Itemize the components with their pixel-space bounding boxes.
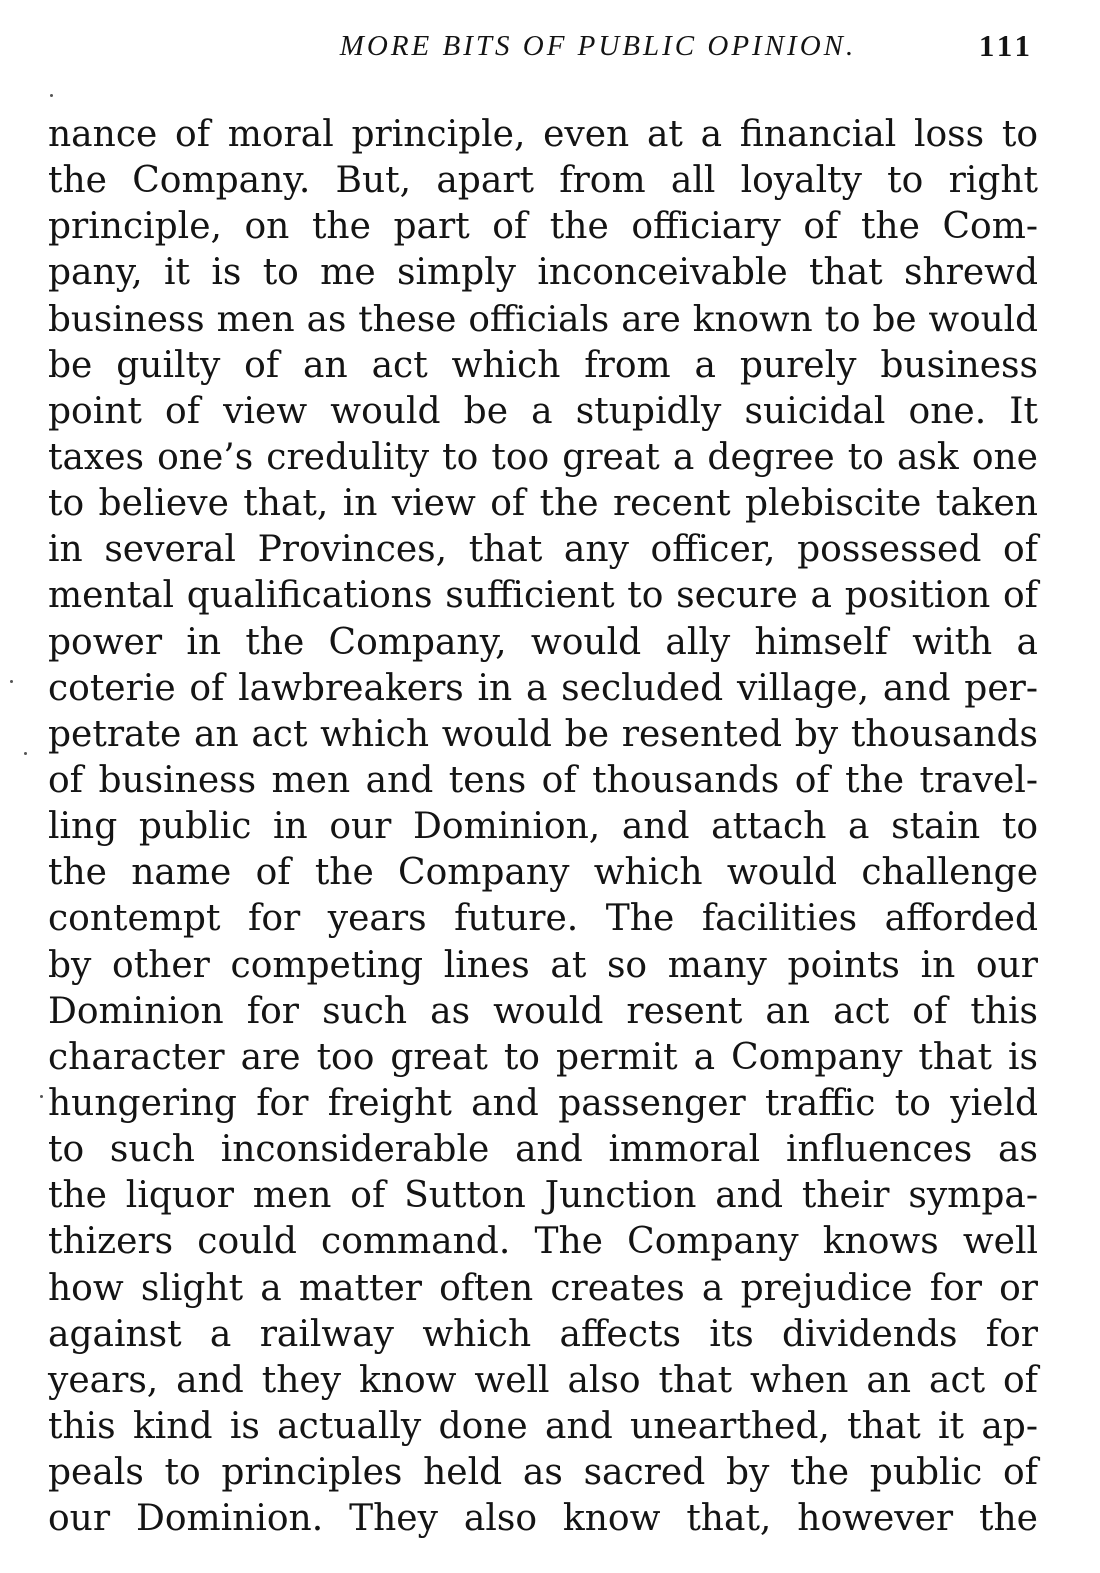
text-line: the liquor men of Sutton Junction and their sympa- bbox=[48, 1175, 1038, 1217]
text-line: be guilty of an act which from a purely business bbox=[48, 344, 1038, 386]
text-line: in several Provinces, that any officer, possessed of bbox=[48, 529, 1038, 571]
text-line: our Dominion. They also know that, however the bbox=[48, 1498, 1038, 1540]
text-line: business men as these officials are known to be would bbox=[48, 298, 1038, 340]
text-line: nance of moral principle, even at a financial loss to bbox=[48, 114, 1038, 155]
text-line: by other competing lines at so many points in our bbox=[48, 944, 1038, 986]
text-line: principle, on the part of the officiary of the Com- bbox=[48, 206, 1038, 248]
text-line: taxes one’s credulity to too great a degree to ask one bbox=[48, 436, 1038, 478]
text-line: pany, it is to me simply inconceivable that shrewd bbox=[48, 252, 1038, 294]
body-text bbox=[48, 112, 1038, 1542]
scan-speck bbox=[40, 1095, 43, 1098]
text-line: hungering for freight and passenger traffic to yield bbox=[48, 1082, 1038, 1124]
text-line: Dominion for such as would resent an act of this bbox=[48, 990, 1038, 1032]
scan-speck bbox=[24, 752, 27, 755]
text-line: character are too great to permit a Company that is bbox=[48, 1036, 1038, 1078]
running-title: MORE BITS OF PUBLIC OPINION. bbox=[339, 30, 857, 62]
text-line: to believe that, in view of the recent plebiscite taken bbox=[48, 483, 1038, 525]
text-line: to such inconsiderable and immoral influences as bbox=[48, 1129, 1038, 1171]
text-line: of business men and tens of thousands of the travel- bbox=[48, 759, 1038, 801]
text-line: point of view would be a stupidly suicidal one. It bbox=[48, 390, 1038, 432]
text-line: contempt for years future. The facilities afforded bbox=[48, 898, 1038, 940]
text-line: the Company. But, apart from all loyalty to right bbox=[48, 160, 1038, 202]
text-line: mental qualifications sufficient to secure a position of bbox=[48, 575, 1038, 617]
text-line: coterie of lawbreakers in a secluded village, and per- bbox=[48, 667, 1038, 709]
text-line: against a railway which affects its dividends for bbox=[48, 1313, 1038, 1355]
text-line: how slight a matter often creates a prejudice for or bbox=[48, 1267, 1038, 1309]
scan-speck bbox=[50, 94, 53, 97]
scan-speck bbox=[10, 680, 13, 683]
page-number: 111 bbox=[978, 28, 1034, 63]
text-line: this kind is actually done and unearthed, that it ap- bbox=[48, 1405, 1038, 1447]
text-line: the name of the Company which would challenge bbox=[48, 852, 1038, 894]
text-line: thizers could command. The Company knows well bbox=[48, 1221, 1038, 1263]
text-line: ling public in our Dominion, and attach a stain to bbox=[48, 806, 1038, 848]
text-line: power in the Company, would ally himself with a bbox=[48, 621, 1038, 663]
text-line: years, and they know well also that when an act of bbox=[48, 1359, 1038, 1401]
running-head bbox=[48, 26, 1040, 70]
text-line: peals to principles held as sacred by the public of bbox=[48, 1452, 1038, 1494]
text-line: petrate an act which would be resented by thousands bbox=[48, 713, 1038, 755]
